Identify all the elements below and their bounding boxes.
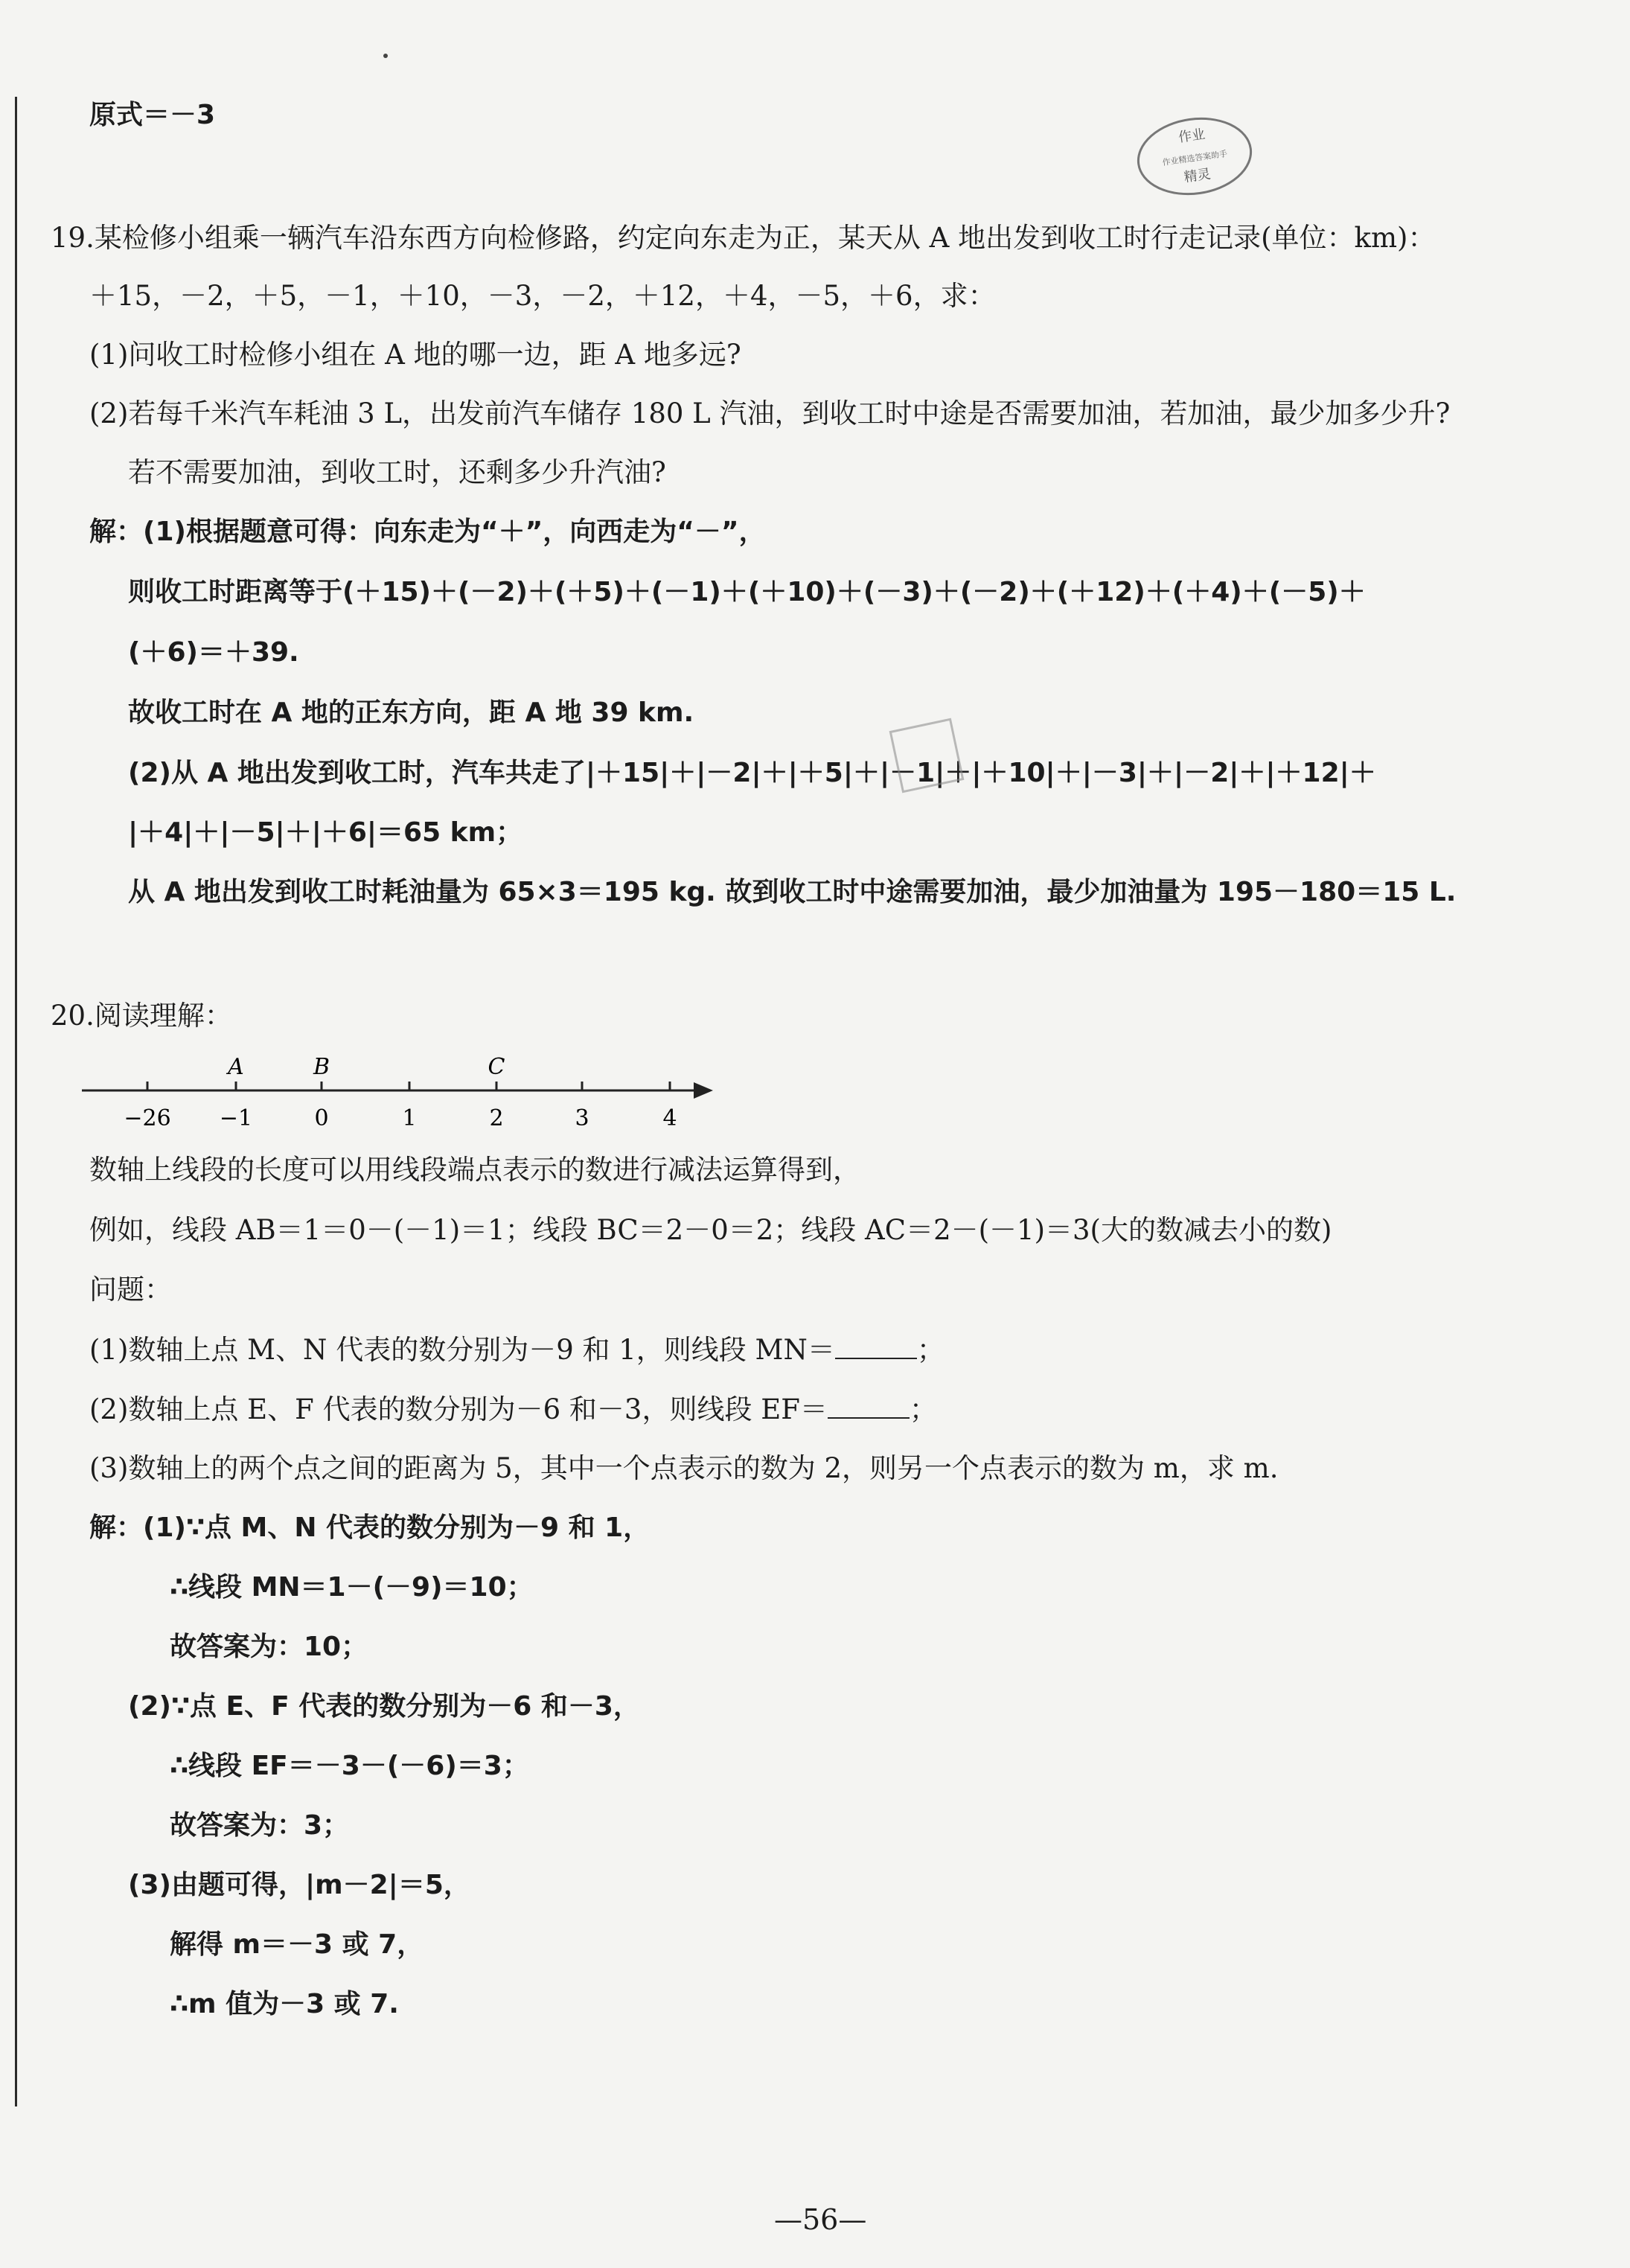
q19-solution-4: 故收工时在 A 地的正东方向，距 A 地 39 km. [128, 697, 694, 728]
q20-text-3: 问题： [89, 1274, 172, 1306]
q19-solution-5: (2)从 A 地出发到收工时，汽车共走了|＋15|＋|－2|＋|＋5|＋|－1|＋|＋10|＋|－3|＋|－2|＋|＋12|＋ [128, 758, 1376, 788]
margin-line [15, 97, 17, 2106]
number-line-tick-label: 3 [575, 1105, 589, 1131]
q19-part-2b: 若不需要加油，到收工时，还剩多少升汽油? [128, 456, 666, 488]
q20-title: 20.阅读理解： [51, 1000, 232, 1032]
number-line-point-label: C [488, 1054, 505, 1080]
stamp-bottom-text: 精灵 [1183, 166, 1212, 186]
q20-solution-8: 解得 m＝－3 或 7， [170, 1929, 424, 1960]
q19-part-1: (1)问收工时检修小组在 A 地的哪一边，距 A 地多远? [89, 339, 741, 371]
q19-part-2a: (2)若每千米汽车耗油 3 L，出发前汽车储存 180 L 汽油，到收工时中途是否需要加油，若加油，最少加多少升? [89, 397, 1451, 429]
number-line-point-label: A [228, 1054, 244, 1080]
q20-solution-2: ∴线段 MN＝1－(－9)＝10； [170, 1572, 534, 1603]
q19-solution-1: 解：(1)根据题意可得：向东走为“＋”，向西走为“－”， [89, 517, 766, 547]
answer-blank-mn[interactable] [835, 1331, 917, 1359]
q20-solution-7: (3)由题可得，|m－2|＝5， [128, 1870, 470, 1900]
number-line-tick-label: 1 [402, 1105, 417, 1131]
q20-text-2: 例如，线段 AB＝1＝0－(－1)＝1；线段 BC＝2－0＝2；线段 AC＝2－(－1)＝3(大的数减去小的数) [89, 1214, 1332, 1246]
stamp-middle-text: 作业精选答案助手 [1161, 148, 1228, 168]
answer-blank-ef[interactable] [828, 1390, 910, 1419]
q19-solution-7: 从 A 地出发到收工时耗油量为 65×3＝195 kg. 故到收工时中途需要加油，最少加油量为 195－180＝15 L. [128, 877, 1457, 907]
q20-part-1 [89, 1331, 945, 1369]
q20-solution-3: 故答案为：10； [170, 1632, 368, 1662]
q20-part-1-text: (1)数轴上点 M、N 代表的数分别为－9 和 1，则线段 MN＝ [89, 1334, 835, 1366]
q19-solution-6: |＋4|＋|－5|＋|＋6|＝65 km； [128, 817, 523, 848]
q20-part-1-end: ； [916, 1334, 945, 1366]
q20-solution-5: ∴线段 EF＝－3－(－6)＝3； [170, 1751, 529, 1781]
header-result: 原式＝－3 [89, 100, 216, 130]
q19-solution-2: 则收工时距离等于(＋15)＋(－2)＋(＋5)＋(－1)＋(＋10)＋(－3)＋(－2)＋(＋12)＋(＋4)＋(－5)＋ [128, 577, 1366, 607]
number-line [82, 1050, 722, 1135]
q20-solution-1: 解：(1)∵点 M、N 代表的数分别为－9 和 1， [89, 1512, 651, 1543]
q20-part-3: (3)数轴上的两个点之间的距离为 5，其中一个点表示的数为 2，则另一个点表示的数为 m，求 m. [89, 1452, 1279, 1484]
scan-speck [383, 54, 388, 58]
number-line-arrow-icon [694, 1082, 713, 1099]
number-line-tick-label: 0 [314, 1105, 329, 1131]
number-line-point-label: B [313, 1054, 330, 1080]
q20-part-2-text: (2)数轴上点 E、F 代表的数分别为－6 和－3，则线段 EF＝ [89, 1393, 828, 1425]
number-line-tick-label: −1 [219, 1105, 253, 1131]
stamp-top-text: 作业 [1177, 126, 1206, 146]
q20-text-1: 数轴上线段的长度可以用线段端点表示的数进行减法运算得到， [89, 1154, 860, 1186]
q20-solution-6: 故答案为：3； [170, 1810, 350, 1841]
number-line-tick-label: −26 [124, 1105, 171, 1131]
q20-solution-9: ∴m 值为－3 或 7. [170, 1989, 399, 2019]
number-line-tick-label: 2 [489, 1105, 504, 1131]
q19-solution-3: (＋6)＝＋39. [128, 637, 299, 668]
q20-solution-4: (2)∵点 E、F 代表的数分别为－6 和－3， [128, 1691, 640, 1722]
q19-stem-2: ＋15，－2，＋5，－1，＋10，－3，－2，＋12，＋4，－5，＋6，求： [89, 280, 996, 312]
page-number: —56— [774, 2203, 867, 2236]
faint-stamp-icon [886, 715, 968, 796]
q20-part-2-end: ； [909, 1393, 937, 1425]
q20-part-2 [89, 1390, 937, 1428]
stamp-seal-icon [1131, 112, 1258, 201]
number-line-tick-label: 4 [662, 1105, 677, 1131]
q19-stem-1: 19.某检修小组乘一辆汽车沿东西方向检修路，约定向东走为正，某天从 A 地出发到收工时行走记录(单位：km)： [51, 222, 1436, 254]
